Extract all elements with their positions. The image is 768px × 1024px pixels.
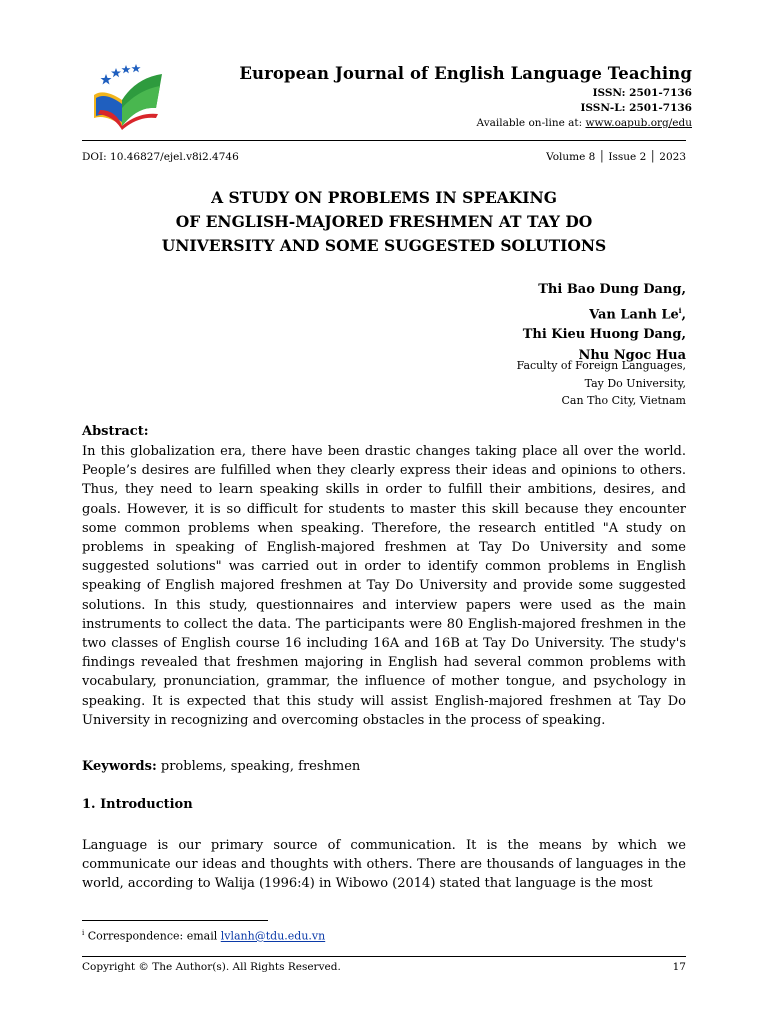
journal-url-link[interactable]: www.oapub.org/edu	[585, 117, 692, 129]
availability	[477, 117, 692, 129]
doi: DOI: 10.46827/ejel.v8i2.4746	[82, 151, 239, 163]
volume-issue: Volume 8 │ Issue 2 │ 2023	[546, 151, 686, 163]
footnote-marker: i	[678, 305, 682, 315]
author-name: Nhu Ngoc Hua	[578, 347, 686, 363]
keywords	[82, 757, 686, 776]
author-name-text: Van Lanh Le	[589, 306, 679, 322]
abstract-heading: Abstract:	[82, 424, 149, 439]
abstract-text: In this globalization era, there have been drastic changes taking place all over the world. People’s desires are fulfilled when they clearly express their ideas and opinions to others. Thus, they need to learn speaking skills in order to fulfill their ambitions, desires, and goals. However, it is so difficult for students to master this skill because they encounter some common problems when speaking. Therefore, the research entitled "A study on problems in speaking of English-majored freshmen at Tay Do University and some suggested solutions" was carried out in order to identify common problems in English speaking of English majored freshmen at Tay Do University and provide some suggested solutions. In this study, questionnaires and interview papers were used as the main instruments to collect the data. The participants were 80 English-majored freshmen in the two classes of English course 16 including 16A and 16B at Tay Do University. The study's findings revealed that freshmen majoring in English had several common problems with vocabulary, pronunciation, grammar, the influence of mother tongue, and psychology in speaking. It is expected that this study will assist English-majored freshmen at Tay Do University in recognizing and overcoming obstacles in the process of speaking.	[82, 444, 686, 728]
available-prefix: Available on-line at:	[476, 117, 586, 129]
affiliation	[517, 357, 686, 410]
intro-paragraph: Language is our primary source of communication. It is the means by which we communicate our ideas and thoughts with others. There are thousands of languages in the world, according to Walija (1996:4) in Wibowo (2014) stated that language is the most	[82, 838, 686, 892]
section-heading: 1. Introduction	[82, 797, 193, 812]
title-line: UNIVERSITY AND SOME SUGGESTED SOLUTIONS	[161, 236, 607, 255]
journal-title: European Journal of English Language Teaching	[239, 64, 692, 83]
title-line: OF ENGLISH-MAJORED FRESHMEN AT TAY DO	[175, 212, 593, 231]
keywords-label: Keywords:	[82, 759, 157, 774]
keywords-text: problems, speaking, freshmen	[156, 759, 361, 774]
journal-logo-icon	[86, 60, 164, 130]
author-name: Thi Kieu Huong Dang,	[522, 327, 686, 343]
author-list	[523, 280, 686, 366]
title-line: A STUDY ON PROBLEMS IN SPEAKING	[211, 188, 557, 207]
header-rule	[82, 140, 686, 141]
page-number: 17	[672, 961, 686, 973]
footnote-rule	[82, 920, 268, 921]
issn-l: ISSN-L: 2501-7136	[580, 102, 692, 114]
author-name	[523, 301, 686, 326]
footnote-marker: i	[82, 929, 85, 937]
affiliation-line: Tay Do University,	[584, 376, 686, 390]
affiliation-line: Faculty of Foreign Languages,	[516, 359, 686, 372]
email-link[interactable]: lvlanh@tdu.edu.vn	[220, 929, 326, 943]
footnote	[82, 929, 325, 943]
author-suffix: ,	[681, 306, 686, 322]
issn: ISSN: 2501-7136	[592, 87, 692, 99]
copyright: Copyright © The Author(s). All Rights Reserved.	[82, 961, 341, 973]
article-title	[82, 186, 686, 258]
author-name: Thi Bao Dung Dang,	[538, 282, 686, 297]
footer-rule	[82, 956, 686, 957]
affiliation-line: Can Tho City, Vietnam	[561, 394, 686, 407]
footnote-text: Correspondence: email	[84, 929, 221, 943]
